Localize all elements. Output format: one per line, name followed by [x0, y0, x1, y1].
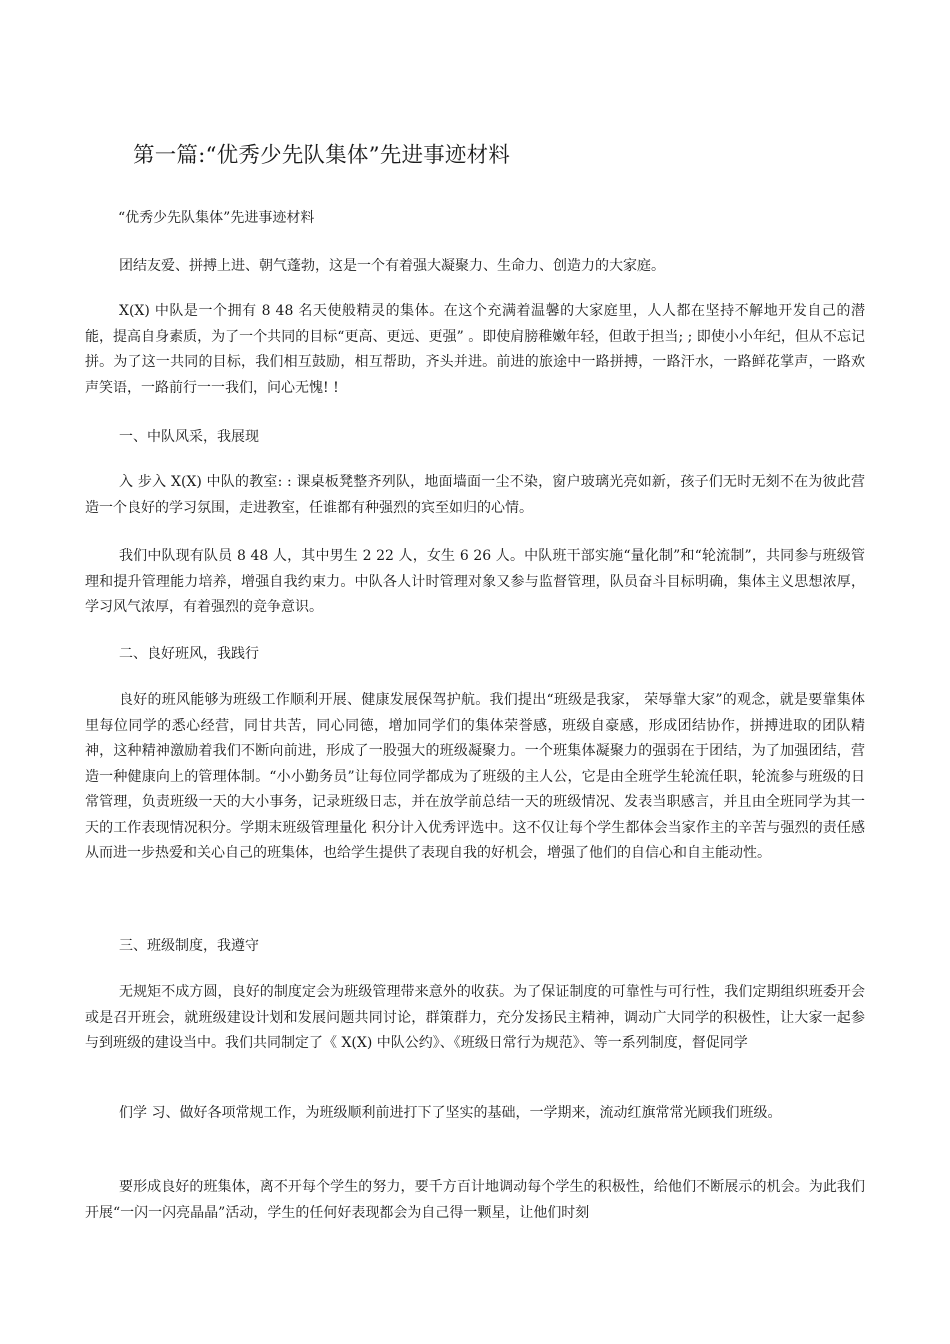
- document-title: 第一篇:“优秀少先队集体”先进事迹材料: [133, 143, 511, 168]
- document-subtitle: “优秀少先队集体”先进事迹材料: [118, 210, 315, 226]
- paragraph-rules: 无规矩不成方圆，良好的制度定会为班级管理带来意外的收获。为了保证制度的可靠性与可行性，我们定期组织班委开会或是召开班会，就班级建设计划和发展问题共同讨论，群策群力，充分发扬民主精神，调动广大同学的积极性，让大家一起参与到班级的建设当中。我们共同制定了《 X(X) 中队公约》、《班级日常行为规范》、等一系列制度，督促同学: [85, 984, 865, 1051]
- paragraph-intro: 团结友爱、拼搏上进、朝气蓬勃，这是一个有着强大凝聚力、生命力、创造力的大家庭。: [119, 258, 665, 274]
- paragraph-classroom: 入 步入 X(X) 中队的教室: : 课桌板凳整齐列队，地面墙面一尘不染，窗户玻璃光亮如新，孩子们无时无刻不在为彼此营造一个良好的学习氛围，走进教室，任谁都有种强烈的宾至如归的心情。: [85, 474, 865, 516]
- paragraph-routine: 们学 习、做好各项常规工作，为班级顺利前进打下了坚实的基础，一学期来，流动红旗常常光顾我们班级。: [119, 1105, 782, 1121]
- paragraph-class-spirit: 良好的班风能够为班级工作顺利开展、健康发展保驾护航。我们提出“班级是我家， 荣辱靠大家”的观念，就是要靠集体里每位同学的悉心经营，同甘共苦，同心同德，增加同学们的集体荣誉感，班级自豪感，形成团结协作，拼搏进取的团队精神，这种精神激励着我们不断向前进，形成了一股强大的班级凝聚力。一个班集体凝聚力的强弱在于团结，为了加强团结，营造一种健康向上的管理体制。“小小勤务员”让每位同学都成为了班级的主人公，它是由全班学生轮流任职，轮流参与班级的日常管理，负责班级一天的大小事务，记录班级日志，并在放学前总结一天的班级情况、发表当职感言，并且由全班同学为其一天的工作表现情况积分。学期末班级管理量化 积分计入优秀评选中。这不仅让每个学生都体会当家作主的辛苦与强烈的责任感从而进一步热爱和关心自己的班集体，也给学生提供了表现自我的好机会，增强了他们的自信心和自主能动性。: [85, 692, 865, 861]
- section-heading-2: 二、良好班风，我践行: [119, 646, 259, 662]
- section-heading-1: 一、中队风采，我展现: [119, 429, 259, 445]
- paragraph-members: 我们中队现有队员 8 48 人，其中男生 2 22 人，女生 6 26 人。中队班干部实施“量化制”和“轮流制”，共同参与班级管理和提升管理能力培养，增强自我约束力。中队各人计时管理对象又参与监督管理，队员奋斗目标明确，集体主义思想浓厚，学习风气浓厚，有着强烈的竞争意识。: [85, 548, 865, 615]
- paragraph-squad-overview: X(X) 中队是一个拥有 8 48 名天使般精灵的集体。在这个充满着温馨的大家庭里，人人都在坚持不解地开发自己的潜能，提高自身素质，为了一个共同的目标“更高、更远、更强” 。即使肩膀稚嫩年轻，但敢于担当; ; 即使小小年纪，但从不忘记拼。为了这一共同的目标，我们相互鼓励，相互帮助，齐头并进。前进的旅途中一路拼搏，一路汗水，一路鲜花掌声，一路欢声笑语，一路前行一一我们，问心无愧! !: [85, 303, 865, 396]
- paragraph-activities: 要形成良好的班集体，离不开每个学生的努力，要千方百计地调动每个学生的积极性，给他们不断展示的机会。为此我们开展“一闪一闪亮晶晶”活动，学生的任何好表现都会为自己得一颗星，让他们时刻: [85, 1179, 865, 1221]
- section-heading-3: 三、班级制度，我遵守: [119, 938, 259, 954]
